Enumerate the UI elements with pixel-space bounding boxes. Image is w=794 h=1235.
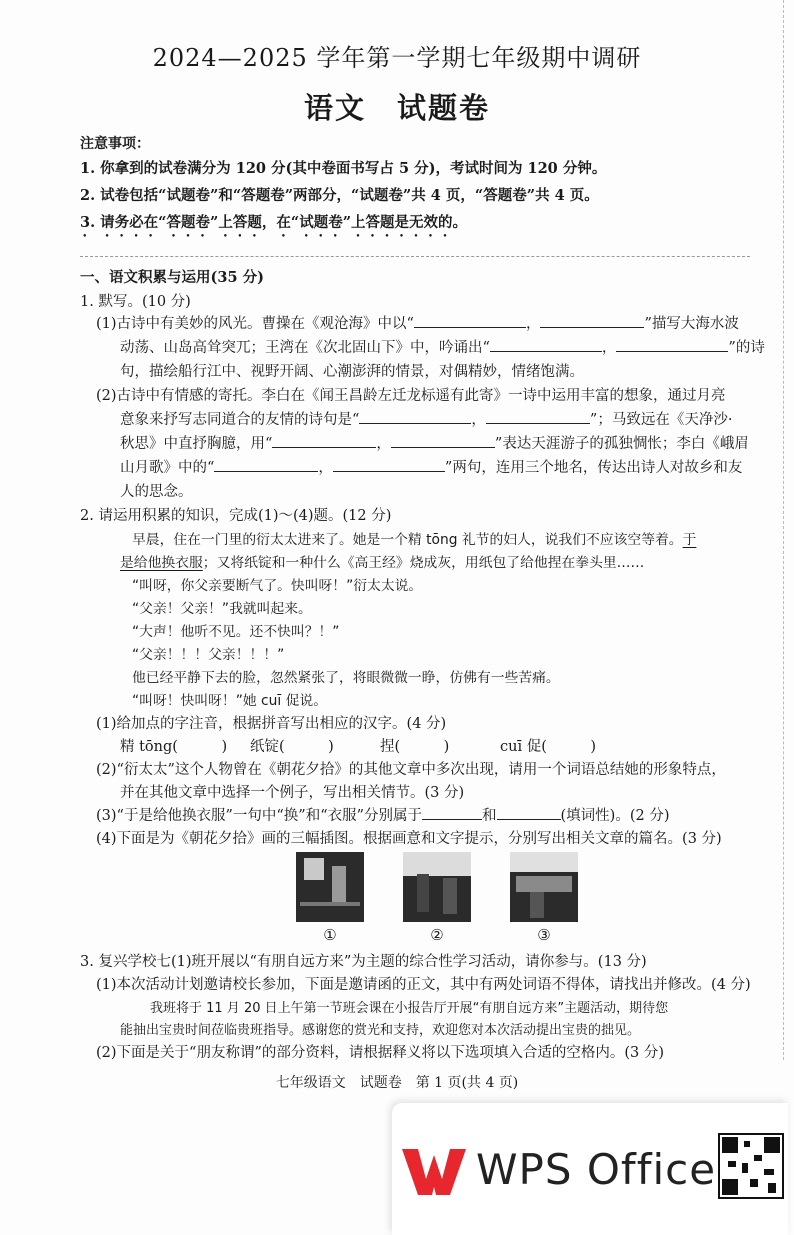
note-item-2: 2. 试卷包括“试题卷”和“答题卷”两部分，“试题卷”共 4 页，“答题卷”共 4 页。 [80,187,599,204]
passage-line-8: “叫呀！快叫呀！”她 cuī 促说。 [132,693,327,709]
q2-sub2-line2: 并在其他文章中选择一个例子，写出相关情节。(3 分) [120,785,465,801]
q2-sub2-line1: (2)“衍太太”这个人物曾在《朝花夕拾》的其他文章中多次出现，请用一个词语总结她的形象特点， [96,762,726,778]
pinyin-item[interactable]: 精 tōng( ) [120,739,228,755]
question-1-title: 1. 默写。(10 分) [80,294,191,310]
note-item-1: 1. 你拿到的试卷满分为 120 分(其中卷面书写占 5 分)，考试时间为 120 分钟。 [80,160,607,177]
answer-blank[interactable] [616,338,728,352]
exam-subtitle: 语文 试题卷 [303,91,490,125]
answer-blank[interactable] [414,314,526,328]
answer-blank[interactable] [490,338,602,352]
illustration-1-label: ① [323,926,337,944]
qr-code-icon [718,1133,784,1199]
illustration-1-image [296,852,364,922]
answer-blank[interactable] [359,410,471,424]
section-title: 一、语文积累与运用(35 分) [80,269,264,286]
notes-heading: 注意事项： [80,136,150,152]
passage-line-6: “父亲！！！父亲！！！” [132,647,285,663]
question-3-title: 3. 复兴学校七(1)班开展以“有朋自远方来”为主题的综合性学习活动，请你参与。(13 分) [80,954,647,970]
answer-blank[interactable] [333,458,445,472]
letter-line-2: 能抽出宝贵时间莅临贵班指导。感谢您的赏光和支持，欢迎您对本次活动提出宝贵的拙见。 [120,1023,641,1038]
wps-brand-text: WPS Office [476,1145,717,1194]
q1-part2-line3: 秋思》中直抒胸臆，用“ ， ”表达天涯游子的孤独惆怅；李白《峨眉 [120,436,749,452]
passage-line-3: “叫呀，你父亲要断气了。快叫呀！”衍太太说。 [132,578,423,594]
q2-sub1: (1)给加点的字注音，根据拼音写出相应的汉字。(4 分) [96,716,447,732]
q2-sub1-items [120,735,680,756]
q3-sub1: (1)本次活动计划邀请校长参加，下面是邀请函的正文，其中有两处词语不得体，请找出并修改。(4 分) [96,977,751,993]
passage-line-1: 早晨，住在一门里的衍太太进来了。她是一个精 tōng 礼节的妇人，说我们不应该空等着。于 [132,532,697,548]
illustration-2-label: ② [430,926,444,944]
q3-sub2: (2)下面是关于“朋友称谓”的部分资料，请根据释义将以下选项填入合适的空格内。(3 分) [96,1045,665,1061]
question-2-title: 2. 请运用积累的知识，完成(1)～(4)题。(12 分) [80,508,392,524]
wps-watermark[interactable] [392,1103,788,1235]
illustration-2-image [403,852,471,922]
passage-line-5: “大声！他听不见。还不快叫？！” [132,624,340,640]
pinyin-item[interactable]: cuī 促( ) [500,739,597,755]
q1-part2-line4: 山月歌》中的“ ， ”两句，连用三个地名，传达出诗人对故乡和友 [120,460,743,476]
exam-title: 2024—2025 学年第一学期七年级期中调研 [152,44,642,72]
note-item-3: 3. 请务必在“答题卷”上答题，在“试题卷”上答题是无效的。 [80,214,468,231]
q1-part2-line2: 意象来抒写志同道合的友情的诗句是“ ， ”；马致远在《天净沙· [120,412,733,428]
q1-part2-line1: (2)古诗中有情感的寄托。李白在《闻王昌龄左迁龙标遥有此寄》一诗中运用丰富的想象，通过月亮 [96,388,726,404]
illustration-3-label: ③ [537,926,551,944]
illustration-3-image [510,852,578,922]
pinyin-item[interactable]: 纸锭( ) [250,739,334,755]
answer-blank[interactable] [486,410,590,424]
answer-blank[interactable] [422,806,482,820]
passage-line-7: 他已经平静下去的脸，忽然紧张了，将眼微微一睁，仿佛有一些苦痛。 [132,670,560,686]
passage-line-4: “父亲！父亲！”我就叫起来。 [132,601,312,617]
answer-blank[interactable] [497,806,561,820]
q1-part2-line5: 人的思念。 [120,484,193,500]
illustrations [296,852,586,946]
pinyin-item[interactable]: 捏( ) [380,739,450,755]
passage-line-2: 是给他换衣服；又将纸锭和一种什么《高王经》烧成灰，用纸包了给他捏在拳头里…… [120,555,645,571]
answer-blank[interactable] [214,458,318,472]
page-footer: 七年级语文 试题卷 第 1 页(共 4 页) [275,1075,519,1091]
q2-sub4: (4)下面是为《朝花夕拾》画的三幅插图。根据画意和文字提示，分别写出相关文章的篇名。(3 分) [96,831,722,847]
q1-part1-line3: 句，描绘船行江中、视野开阔、心潮澎湃的情景，对偶精妙，情绪饱满。 [120,364,584,380]
q1-part1-line1: (1)古诗中有美妙的风光。曹操在《观沧海》中以“ ， ”描写大海水波 [96,316,739,332]
letter-line-1: 我班将于 11 月 20 日上午第一节班会课在小报告厅开展“有朋自远方来”主题活动，期待您 [150,1001,669,1016]
wps-logo-icon [398,1141,470,1201]
answer-blank[interactable] [272,434,376,448]
q2-sub3: (3)“于是给他换衣服”一句中“换”和“衣服”分别属于 和 (填词性)。(2 分) [96,808,670,824]
answer-blank[interactable] [391,434,495,448]
answer-blank[interactable] [540,314,644,328]
divider [80,256,750,257]
binding-line [782,0,784,1060]
q1-part1-line2: 动荡、山岛高耸突兀；王湾在《次北固山下》中，吟诵出“ ， ”的诗 [120,340,765,356]
